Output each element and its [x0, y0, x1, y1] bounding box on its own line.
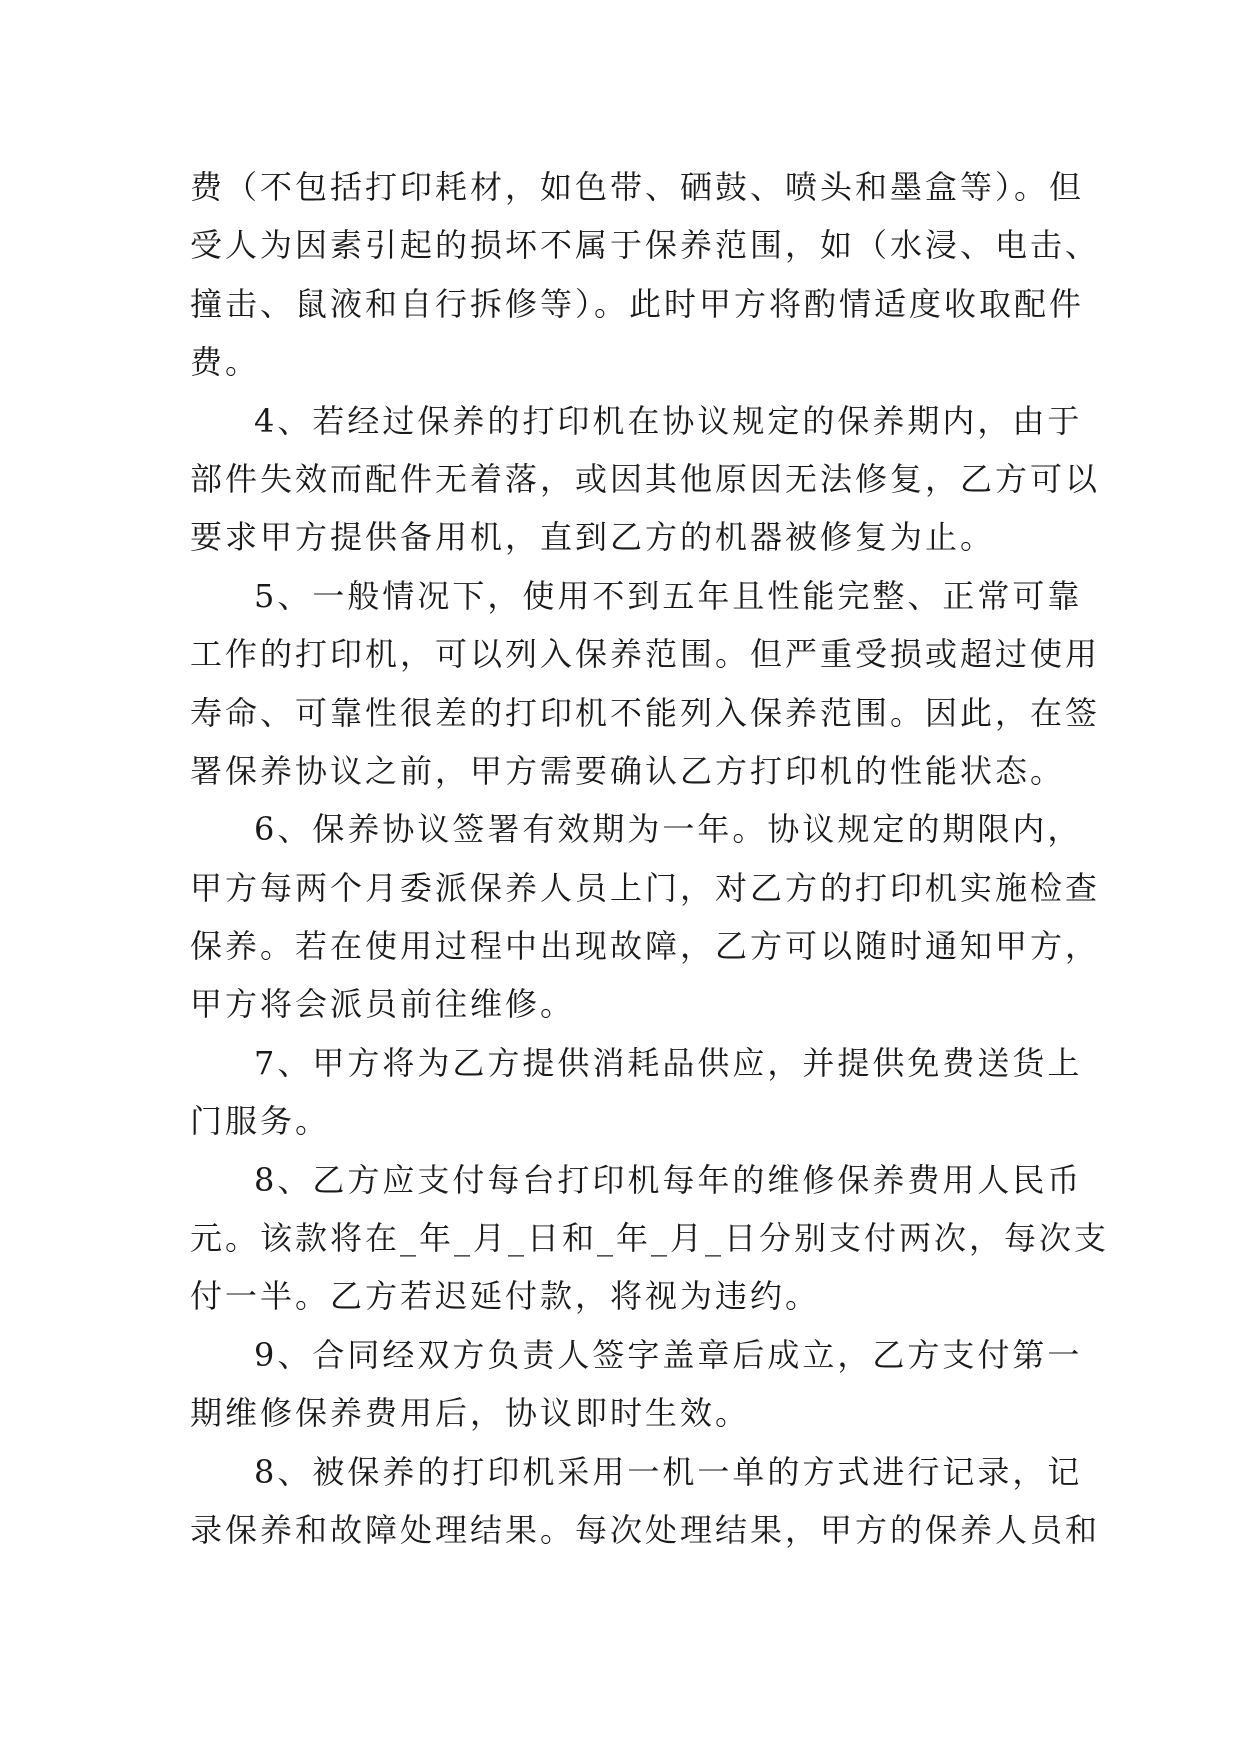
- text-line: 费。: [190, 343, 261, 382]
- text-line: 9、合同经双方负责人签字盖章后成立，乙方支付第一: [254, 1335, 1083, 1374]
- text-line: 元。该款将在_年_月_日和_年_月_日分别支付两次，每次支: [190, 1219, 1110, 1258]
- text-line: 5、一般情况下，使用不到五年且性能完整、正常可靠: [254, 576, 1083, 615]
- text-line: 8、乙方应支付每台打印机每年的维修保养费用人民币: [254, 1160, 1083, 1199]
- text-line: 甲方每两个月委派保养人员上门，对乙方的打印机实施检查: [190, 868, 1101, 907]
- text-line: 撞击、鼠液和自行拆修等）。此时甲方将酌情适度收取配件: [190, 284, 1085, 323]
- text-line: 要求甲方提供备用机，直到乙方的机器被修复为止。: [190, 518, 996, 557]
- text-line: 期维修保养费用后，协议即时生效。: [190, 1394, 751, 1433]
- text-line: 甲方将会派员前往维修。: [190, 985, 576, 1024]
- text-line: 寿命、可靠性很差的打印机不能列入保养范围。因此，在签: [190, 693, 1101, 732]
- text-line: 工作的打印机，可以列入保养范围。但严重受损或超过使用: [190, 635, 1101, 674]
- text-line: 署保养协议之前，甲方需要确认乙方打印机的性能状态。: [190, 751, 1066, 790]
- text-line: 6、保养协议签署有效期为一年。协议规定的期限内，: [254, 810, 1083, 849]
- document-body: [190, 158, 1110, 1559]
- text-line: 7、甲方将为乙方提供消耗品供应，并提供免费送货上: [254, 1043, 1083, 1082]
- text-line: 4、若经过保养的打印机在协议规定的保养期内，由于: [254, 401, 1083, 440]
- text-line: 录保养和故障处理结果。每次处理结果，甲方的保养人员和: [190, 1510, 1101, 1549]
- text-line: 保养。若在使用过程中出现故障，乙方可以随时通知甲方，: [190, 927, 1101, 966]
- text-line: 8、被保养的打印机采用一机一单的方式进行记录，记: [254, 1452, 1083, 1491]
- text-line: 受人为因素引起的损坏不属于保养范围，如（水浸、电击、: [190, 226, 1101, 265]
- text-line: 门服务。: [190, 1102, 331, 1141]
- text-line: 部件失效而配件无着落，或因其他原因无法修复，乙方可以: [190, 459, 1101, 498]
- text-line: 费（不包括打印耗材，如色带、硒鼓、喷头和墨盒等）。但: [190, 168, 1085, 206]
- text-line: 付一半。乙方若迟延付款，将视为违约。: [190, 1277, 821, 1316]
